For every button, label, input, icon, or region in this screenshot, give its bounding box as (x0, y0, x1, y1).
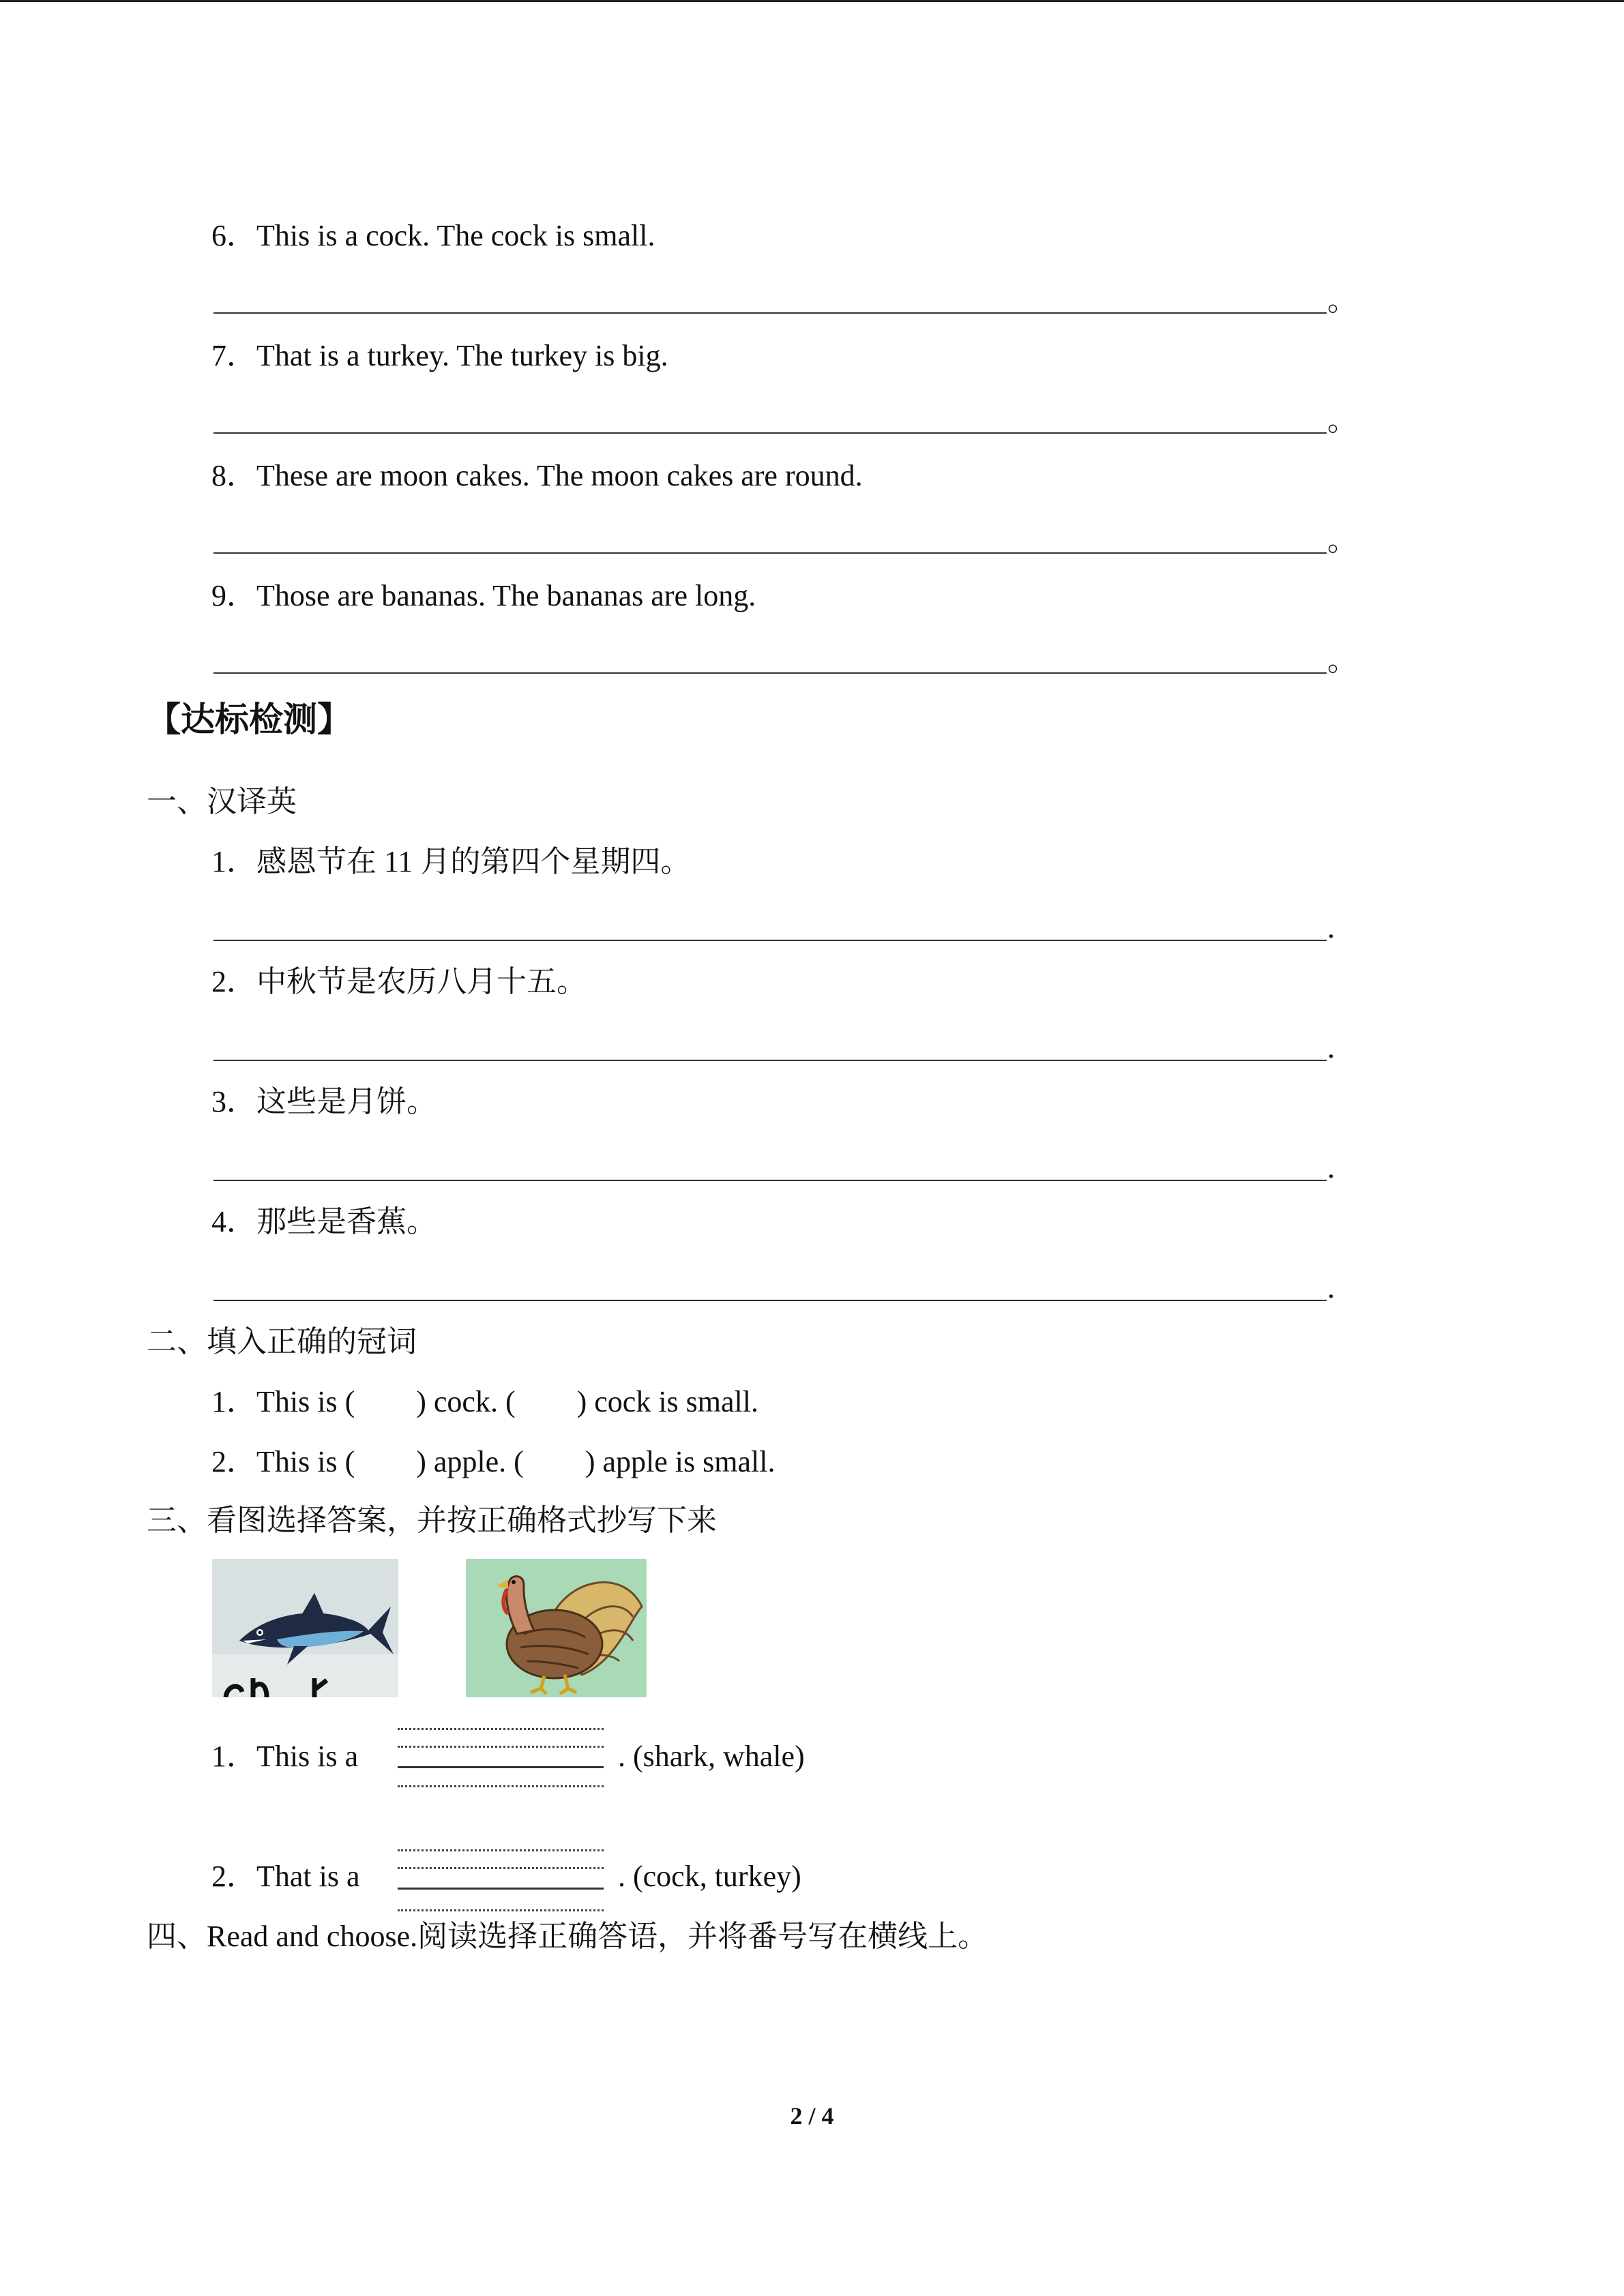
translate-item-1: 1．感恩节在 11 月的第四个星期四。 (211, 845, 691, 878)
translate-answer-line-3[interactable] (213, 1180, 1327, 1181)
translate-end-mark-1: . (1327, 911, 1335, 944)
article-item-1-part-b: ) cock. ( (416, 1385, 516, 1418)
answer-line-6[interactable] (213, 312, 1327, 314)
article-item-1-part-a: 1．This is ( (211, 1385, 355, 1418)
translate-end-mark-4: . (1327, 1271, 1335, 1304)
sentence-item-7: 7．That is a turkey. The turkey is big. (211, 339, 668, 372)
sentence-item-9: 9．Those are bananas. The bananas are long. (211, 579, 756, 612)
picture-item-2-prefix: 2．That is a (211, 1860, 360, 1893)
end-mark-9: 。 (1327, 644, 1357, 677)
article-item-2-part-c: ) apple is small. (585, 1445, 776, 1478)
turkey-picture (466, 1559, 647, 1697)
section2-title: 二、填入正确的冠词 (147, 1325, 417, 1358)
sentence-item-8: 8．These are moon cakes. The moon cakes are round. (211, 459, 863, 492)
article-item-1 (211, 1383, 758, 1421)
blank1-guide-top (398, 1728, 604, 1730)
translate-end-mark-2: . (1327, 1031, 1335, 1064)
answer-line-9[interactable] (213, 672, 1327, 674)
picture-item-2-options: . (cock, turkey) (618, 1860, 801, 1893)
article-item-2-part-b: ) apple. ( (416, 1445, 524, 1478)
translate-answer-line-4[interactable] (213, 1300, 1327, 1301)
blank2-guide-top (398, 1849, 604, 1851)
translate-item-2: 2．中秋节是农历八月十五。 (211, 965, 587, 998)
translate-end-mark-3: . (1327, 1151, 1335, 1184)
blank2-guide-bottom (398, 1909, 604, 1911)
section4-title: 四、Read and choose.阅读选择正确答语，并将番号写在横线上。 (147, 1920, 988, 1953)
page-number: 2 / 4 (790, 2102, 834, 2130)
section1-title: 一、汉译英 (147, 785, 297, 818)
end-mark-8: 。 (1327, 524, 1357, 557)
sentence-item-6: 6．This is a cock. The cock is small. (211, 219, 655, 252)
answer-line-8[interactable] (213, 552, 1327, 554)
blank1-guide-bottom (398, 1785, 604, 1787)
blank2-guide-upper (398, 1867, 604, 1869)
article-item-2 (211, 1443, 775, 1481)
shark-picture (212, 1559, 398, 1697)
blank1-guide-upper (398, 1746, 604, 1748)
article-item-1-part-c: ) cock is small. (576, 1385, 758, 1418)
translate-answer-line-1[interactable] (213, 940, 1327, 941)
page-top-border (0, 0, 1624, 2)
end-mark-6: 。 (1327, 284, 1357, 317)
translate-item-4: 4．那些是香蕉。 (211, 1205, 437, 1238)
article-item-2-part-a: 2．This is ( (211, 1445, 355, 1478)
picture-item-1-prefix: 1．This is a (211, 1740, 359, 1773)
section3-title: 三、看图选择答案，并按正确格式抄写下来 (147, 1504, 717, 1537)
translate-item-3: 3．这些是月饼。 (211, 1085, 437, 1118)
blank2-baseline (398, 1888, 604, 1890)
end-mark-7: 。 (1327, 404, 1357, 437)
section-heading: 【达标检测】 (147, 700, 351, 739)
blank1-baseline (398, 1766, 604, 1768)
answer-line-7[interactable] (213, 432, 1327, 434)
translate-answer-line-2[interactable] (213, 1060, 1327, 1061)
picture-item-1-options: . (shark, whale) (618, 1740, 805, 1773)
